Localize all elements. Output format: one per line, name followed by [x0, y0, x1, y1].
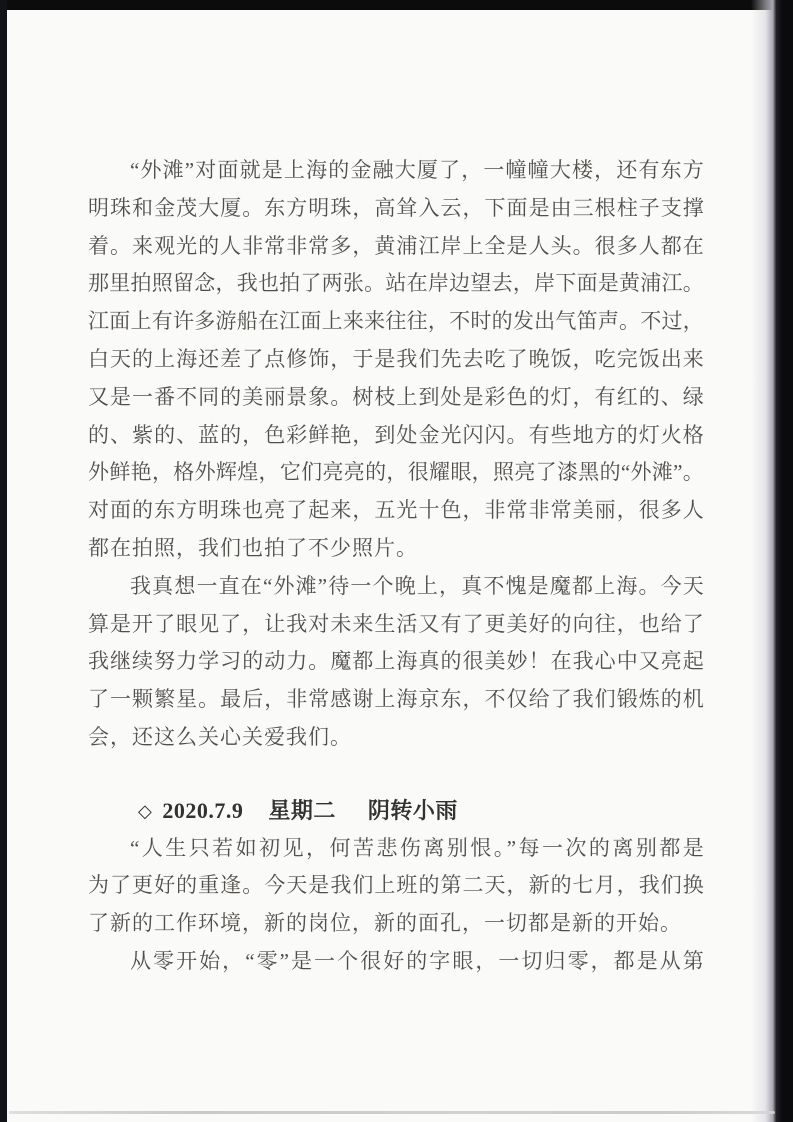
text-line: 都在拍照，我们也拍了不少照片。	[88, 535, 418, 560]
page-text-block	[88, 152, 704, 981]
scan-edge-top	[0, 0, 793, 10]
text-line: 的、紫的、蓝的，色彩鲜艳，到处金光闪闪。有些地方的灯火格	[88, 422, 704, 447]
text-line: 又是一番不同的美丽景象。树枝上到处是彩色的灯，有红的、绿	[88, 384, 704, 409]
text-line: 会，还这么关心关爱我们。	[88, 724, 352, 749]
text-line: 算是开了眼见了，让我对未来生活又有了更美好的向往，也给了	[88, 611, 704, 636]
diary-entry-heading	[88, 792, 704, 830]
entry-weekday: 星期二	[268, 797, 336, 823]
text-line: “人生只若如初见，何苦悲伤离别恨。”每一次的离别都是	[130, 835, 704, 860]
text-line: 从零开始，“零”是一个很好的字眼，一切归零，都是从第	[130, 948, 704, 973]
text-line: 对面的东方明珠也亮了起来，五光十色，非常非常美丽，很多人	[88, 498, 704, 523]
entry-weather: 阴转小雨	[367, 797, 458, 823]
scan-edge-right	[751, 0, 793, 1122]
text-line: 明珠和金茂大厦。东方明珠，高耸入云，下面是由三根柱子支撑	[88, 195, 704, 220]
text-line: 我真想一直在“外滩”待一个晚上，真不愧是魔都上海。今天	[130, 573, 704, 598]
text-line: 了新的工作环境，新的岗位，新的面孔，一切都是新的开始。	[88, 911, 682, 936]
text-line: 外鲜艳，格外辉煌，它们亮亮的，很耀眼，照亮了漆黑的“外滩”。	[88, 460, 704, 485]
text-line: 了一颗繁星。最后，非常感谢上海京东，不仅给了我们锻炼的机	[88, 687, 704, 712]
text-line: 着。来观光的人非常非常多，黄浦江岸上全是人头。很多人都在	[88, 233, 704, 258]
diamond-icon: ◇	[138, 800, 153, 821]
scan-edge-bottom	[9, 1111, 775, 1114]
scan-edge-left	[0, 0, 7, 1122]
text-line: 为了更好的重逢。今天是我们上班的第二天，新的七月，我们换	[88, 873, 704, 898]
text-line: 我继续努力学习的动力。魔都上海真的很美妙！在我心中又亮起	[88, 649, 704, 674]
text-line: 那里拍照留念，我也拍了两张。站在岸边望去，岸下面是黄浦江。	[88, 271, 704, 296]
entry-date: 2020.7.9	[162, 797, 244, 823]
text-line: “外滩”对面就是上海的金融大厦了，一幢幢大楼，还有东方	[130, 158, 704, 182]
text-line: 白天的上海还差了点修饰，于是我们先去吃了晚饭，吃完饭出来	[88, 346, 704, 371]
text-line: 江面上有许多游船在江面上来来往往，不时的发出气笛声。不过，	[88, 309, 704, 334]
